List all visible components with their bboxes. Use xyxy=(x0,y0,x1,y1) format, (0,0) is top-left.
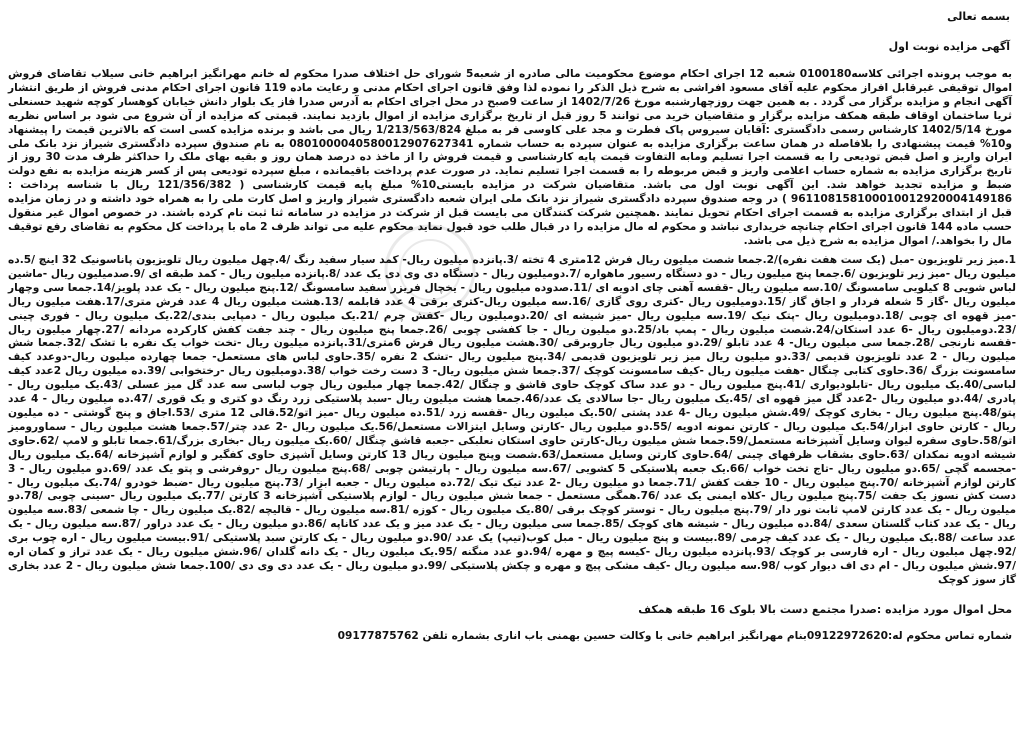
notice-intro-paragraph: به موجب پرونده اجرائی کلاسه0100180 شعبه 12 اجرای احکام موضوع محکومیت مالی صادره از شعبه5 شورای حل اختلاف صدرا محکوم له خانم مهرانگیز ابراهیم خانی سیلاب تقاضای فروش اموال توقیفی غیرقابل افراز محکوم علیه آقای مسعود افراشی به شرح ذیل الذکر را نموده لذا وفق قانون اجرای احکام مدنی و رعایت ماده 119 قانون اجرای احکام مدنی فروش از طریق انتشار آگهی انجام و مزایده برگزار می گردد . به همین جهت روزچهارشنبه مورخ 1402/7/26 از ساعت 9صبح در محل اجرای احکام به آدرس صدرا فاز یک بلوار دانش خیابان کوهسار کوچه شهید حسنعلی ثریا ساختمان اوقاف طبقه همکف مزایده برگزار و متقاضیان خرید می توانند 5 روز قبل از تاریخ برگزاری مزایده از اموال بازدید نمایند. قیمتی که مزایده از آن شروع می شود بر اساس نظریه مورخ 1402/5/14 کارشناس رسمی دادگستری :آقایان سیروس پاک فطرت و مجد علی کاوسی فر به مبلغ 1/213/563/824 ریال می باشد و برنده مزایده کسی است که بالاترین قیمت را پیشنهاد و10% قیمت پیشنهادی را بلافاصله در همان ساعت برگزاری مزایده به عنوان سپرده به حساب شماره 0801000040580012907627341 به نام صندوق سپرده دادگستری شیراز نزد بانک ملی ایران واریز و اصل قبض تودیعی را به قسمت اجرا تسلیم ومابه التفاوت قیمت پایه کارشناسی و قیمت فروش را از ماخذ ده درصد همان روز و بقیه بهای ملک را حداکثر ظرف مدت 30 روز از تاریخ برگزاری مزایده به شماره حساب اعلامی واریز و قبض مربوطه را به قسمت اجرا تسلیم نماید. در صورت عدم پرداخت باقیمانده ، مبلغ سپرده تودیعی پس از کسر هزینه مزایده به نفع دولت ضبط و مزایده تجدید خواهد شد. این آگهی نوبت اول می باشد. متقاضیان شرکت در مزایده بایستی10% مبلغ پایه قیمت کارشناسی ( 121/356/382 ریال با شناسه پرداخت : 961108158100010012920004149186 ) در وجه صندوق سپرده دادگستری شیراز نزد بانک ملی ایران شعبه دادگستری شیراز واریز و اصل کارت ملی را به همراه خود داشته و در زمان مزایده قبل از ابتدای برگزاری مزایده به قسمت اجرای احکام تحویل نمایند .همچنین شرکت کنندگان می بایست قبل از شرکت در مزایده در سامانه ثنا ثبت نام کرده باشند. در خصوص اموال غیر منقول حسب ماده 144 قانون اجرای احکام چنانچه خریداری نباشد و محکوم له مال مزایده را در قبال طلب خود قبول نماید محکوم علیه می تواند ظرف 2 ماه با پرداخت کل محکوم به تقاضای رفع توقیف مال را بخواهد./ اموال مزایده به شرح ذیل می باشد. xyxy=(8,68,1012,247)
contact-info: شماره تماس محکوم له:09122972620بنام مهرانگیز ابراهیم خانی با وکالت حسین بهمنی باب اناری بشماره تلفن 09177875762 xyxy=(337,630,1012,642)
notice-title: آگهی مزایده نوبت اول xyxy=(888,40,1010,53)
basmala-heading: بسمه تعالی xyxy=(947,10,1010,23)
auction-items-list: 1.میز زیر تلویزیون -مبل (یک ست هفت نفره)/2.جمعا شصت میلیون ریال فرش 12متری 4 تخته /3.پانزده میلیون ریال- کمد سیار سفید رنگ /4.چهل میلیون ریال تلویزیون پاناسونیک 32 اینچ /5.ده میلیون ریال -میز زیر تلویزیون /6.جمعا پنج میلیون ریال - دو دستگاه رسیور ماهواره /7.دومیلیون ریال - دستگاه دی وی دی یک عدد /8.پانزده میلیون ریال - کمد طبقه ای /9.صدمیلیون ریال -ماشین لباس شویی 8 کیلویی سامسونگ /10.سه میلیون ریال -قفسه آهنی چای ادویه ای /11.صدوده میلیون ریال - یخچال فریزر سفید سامسونگ /12.پنج میلیون ریال - یک عدد پلویز/14.جمعا سی وچهار میلیون ریال -گاز 5 شعله فردار و اجاق گاز /15.دومیلیون ریال -کتری روی گازی /16.سه میلیون ریال-کتری برقی 4 عدد قابلمه /13.هشت میلیون ریال 4 عدد فرش متری/17.هفت میلیون ریال -میز قهوه ای چوبی /18.دومیلیون ریال -پتک نیک /19.سه میلیون ریال -میز شیشه ای /20.دومیلیون ریال -کفش چرم /21.یک میلیون ریال - دمپایی بندی/22.یک میلیون ریال - فوری چینی /23.دومیلیون ریال -6 عدد استکان/24.شصت میلیون ریال - پمپ باد/25.دو میلیون ریال - جا کفشی چوبی /26.جمعا پنج میلیون ریال - چند جفت کفش کارکرده مردانه /27.چهار میلیون ریال -قفسه نارنجی /28.جمعا سی میلیون ریال- 4 عدد تابلو /29.دو میلیون ریال جاروبرقی /30.هشت میلیون ریال فرش 6متری/31.پانزده میلیون ریال -تخت خواب یک نفره با تشک /32.جمعا شش میلیون ریال - 2 عدد تلویزیون قدیمی /33.دو میلیون ریال میز زیر تلویزیون قدیمی /34.پنج میلیون ریال -تشک 2 نفره /35.حاوی لباس های مستعمل- جمعا چهارده میلیون ریال-دوعدد کیف سامسونت بزرگ /36.حاوی کتابی چنگال -هفت میلیون ریال -کیف سامسونت کوچک /37.جمعا شش میلیون ریال- 3 دست رخت خواب /38.دومیلیون ریال -رختخوابی /39.ده میلیون ریال 2عدد کیف لباسی/40.یک میلیون ریال -تابلودیواری /41.پنج میلیون ریال - دو عدد ساک کوچک حاوی قاشق و چنگال /42.جمعا چهار میلیون ریال چوب لباسی سه عدد گل میز عسلی /43.یک میلیون ریال - پادری /44.دو میلیون ریال -2عدد گل میز قهوه ای /45.یک میلیون ریال -جا سالادی یک عدد/46.جمعا هشت میلیون ریال -سبد پلاستیکی زرد رنگ دو کتری و یک قوری /47.ده میلیون ریال - 4 عدد پتو/48.پنج میلیون ریال - بخاری کوچک /49.شش میلیون ریال -4 عدد پشتی /50.یک میلیون ریال -قفسه زرد /51.ده میلیون ریال -میز اتو/52.قالی 12 متری /53.اجاق و پنج گوشتی - ده میلیون ریال - کارتن حاوی ابزار/54.یک میلیون ریال - کارتن نمونه ادویه /55.دو میلیون ریال -کارتن وسایل ایتزالات مستعمل/56.یک میلیون ریال -2 عدد چتر/57.جمعا هشت میلیون ریال - سماورومیز اتو/58.حاوی سفره لیوان وسایل آشپزخانه مستعمل/59.جمعا شش میلیون ریال-کارتن حاوی استکان نعلبکی -جعبه قاشق چنگال /60.یک میلیون ریال -بخاری بزرگ/61.جمعا تابلو و لامپ /62.حاوی شیشه ادویه نمکدان /63.حاوی بشقاب ظرفهای چینی /64.حاوی کارتن وسایل مستعمل/63.شصت وپنج میلیون ریال 13 کارتن وسایل آشپزی حاوی کفگیر و لوازم آشپزخانه /64.یک میلیون ریال -مجسمه گچی /65.دو میلیون ریال -تاج تخت خواب /66.یک جعبه پلاستیکی 5 کشویی /67.سه میلیون ریال - پارتیشن چوبی /68.پنج میلیون ریال -روفرشی و پتو یک عدد /69.دو میلیون ریال - 3 کارتن لوازم آشپزخانه /70.پنج میلیون ریال - 10 جفت کفش /71.جمعا دو میلیون ریال -2 عدد تیک تیک /72.ده میلیون ریال - جعبه ابزار /73.پنج میلیون ریال -ضبط خودرو /74.یک میلیون ریال - دست کش نسوز یک جفت /75.پنج میلیون ریال -کلاه ایمنی یک عدد /76.همگی مستعمل - جمعا شش میلیون ریال - لوازم پلاستیکی آشپزخانه 3 کارتن /77.یک میلیون ریال -سینی چوبی /78.دو میلیون ریال - یک عدد کارتن لامپ ثابت نور دار /79.پنج میلیون ریال - توستر کوچک برقی /80.یک میلیون ریال - کوزه /81.سه میلیون ریال - قالیچه /82.یک میلیون ریال - چا شمعی /83.سه میلیون ریال - یک عدد کتاب گلستان سعدی /84.ده میلیون ریال - شیشه های کوچک /85.جمعا سی میلیون ریال - یک عدد میز و یک عدد کاناپه /86.دو میلیون ریال - یک عدد دراور /87.سه میلیون ریال - یک عدد ساعت /88.یک میلیون ریال - یک عدد کیف چرمی /89.بیست و پنج میلیون ریال - مبل کوب(تیپ) یک عدد /90.دو میلیون ریال - یک کارتن سبد پلاستیکی /91.بیست میلیون ریال - اره چوب بری /92.چهل میلیون ریال - اره فارسی بر کوچک /93.پانزده میلیون ریال -کیسه پیچ و مهره /94.دو عدد منگنه /95.یک میلیون ریال - یک دانه گلدان /96.شش میلیون ریال - یک عدد تراز و کمان اره /97.شش میلیون ریال - ام دی اف دیوار کوب /98.سه میلیون ریال -کیف مشکی پیچ و مهره و چکش پلاستیکی /99.دو میلیون ریال - یک عدد دی وی دی /100.جمعا شش میلیون ریال - 2 عدد بخاری گاز سوز کوچک xyxy=(8,254,1017,586)
auction-location: محل اموال مورد مزایده :صدرا مجتمع دست بالا بلوک 16 طبقه همکف xyxy=(638,603,1012,616)
